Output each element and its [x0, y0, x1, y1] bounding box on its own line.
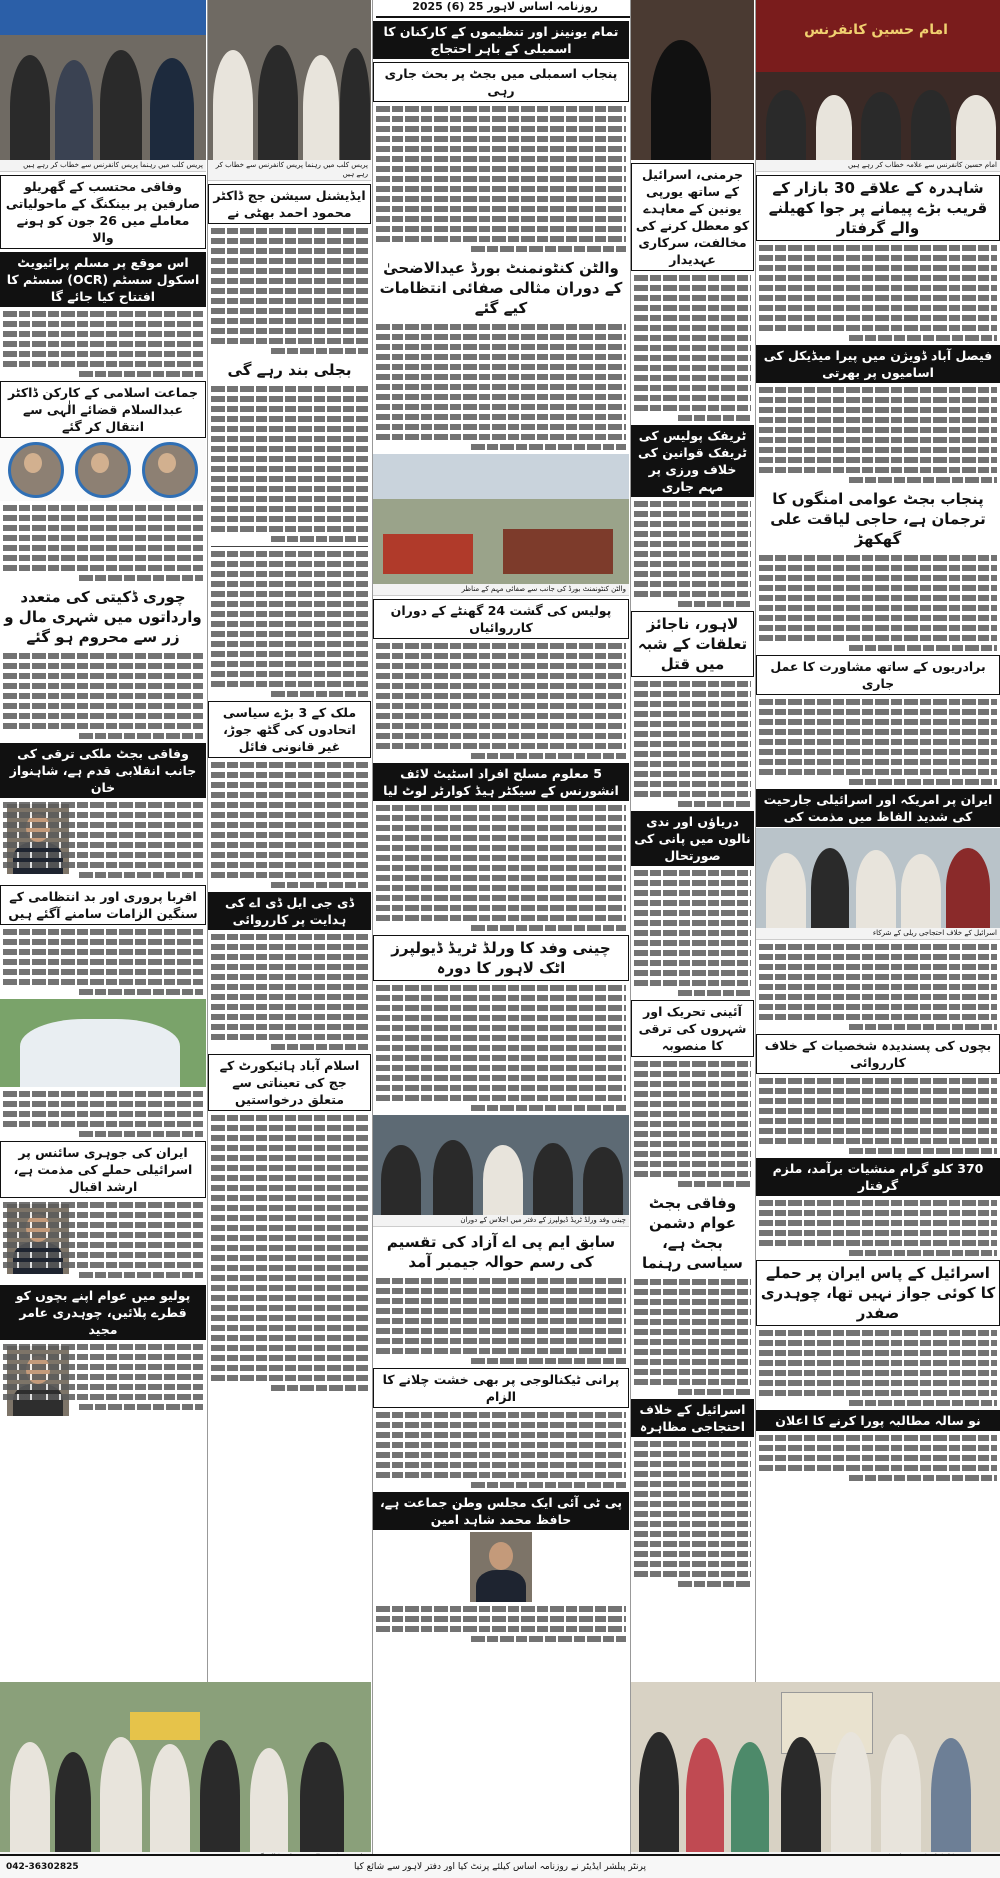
- portrait-strip: [0, 439, 206, 501]
- headline: وفاقی بجٹ ملکی ترقی کی جانب انقلابی قدم ہے، شاہنواز خان: [0, 743, 206, 798]
- article-body: [0, 1091, 206, 1137]
- headline: آئینی تحریک اور شہروں کی ترقی کا منصوبہ: [631, 1000, 754, 1057]
- polio-rally-photo: [0, 1682, 371, 1852]
- page-footer: [0, 1854, 1000, 1878]
- footer-phone: 042-36302825: [6, 1862, 79, 1872]
- article-body: [373, 324, 629, 450]
- article-body: [373, 106, 629, 252]
- building-photo: [0, 999, 206, 1087]
- headline: 370 کلو گرام منشیات برآمد، ملزم گرفتار: [756, 1158, 1000, 1196]
- article-body: [0, 505, 206, 581]
- headline: شاہدرہ کے علاقے 30 بازار کے قریب بڑے پیمانے پر جوا کھیلنے والے گرفتار: [756, 175, 1000, 241]
- article-body: [631, 501, 754, 607]
- article-body: [208, 386, 371, 542]
- article-body: [0, 311, 206, 377]
- article-body: [0, 802, 206, 882]
- headline: برادریوں کے ساتھ مشاورت کا عمل جاری: [756, 655, 1000, 695]
- photo-caption: پریس کلب میں رہنما پریس کانفرنس سے خطاب کر رہے ہیں: [0, 160, 206, 172]
- meeting-photo: [373, 1115, 629, 1215]
- headline: پنجاب اسمبلی میں بجٹ پر بحث جاری رہی: [373, 62, 629, 102]
- article-body: [373, 985, 629, 1111]
- article-body: [0, 929, 206, 995]
- article-body: [756, 1330, 1000, 1406]
- headline: بجلی بند رہے گی: [227, 361, 352, 379]
- article-body: [631, 1061, 754, 1187]
- article-body: [373, 643, 629, 759]
- article-body: [756, 555, 1000, 651]
- headline: ایران کی جوہری سائنس پر اسرائیلی حملے کی مذمت ہے، ارشد اقبال: [0, 1141, 206, 1198]
- conference-speaker-photo: [631, 0, 754, 160]
- headline: پنجاب بجٹ عوامی امنگوں کا ترجمان ہے، حاجی لیاقت علی گھکھڑ: [770, 490, 986, 548]
- headline: ایران پر امریکہ اور اسرائیلی جارحیت کی شدید الفاظ میں مذمت کی: [756, 789, 1000, 827]
- article-body: [631, 870, 754, 996]
- article-body: [756, 944, 1000, 1030]
- column-5: [0, 0, 206, 1854]
- article-body: [208, 934, 371, 1050]
- article-body: [208, 551, 371, 697]
- photo-caption: امام حسین کانفرنس سے علامہ خطاب کر رہے ہیں: [756, 160, 1000, 172]
- photo-caption: چینی وفد ورلڈ ٹریڈ ڈیولپرز کے دفتر میں اجلاس کے دوران: [373, 1215, 629, 1227]
- headline: والٹن کنٹونمنٹ بورڈ عیدالاضحیٰ کے دوران مثالی صفائی انتظامات کیے گئے: [379, 259, 623, 317]
- column-4: [208, 0, 371, 1854]
- article-body: [373, 1412, 629, 1488]
- article-body: [756, 1078, 1000, 1154]
- headline: اسرائیل کے خلاف احتجاجی مظاہرہ: [631, 1399, 754, 1437]
- headline: پولیو میں عوام اپنے بچوں کو قطرے پلائیں، چوہدری عامر مجید: [0, 1285, 206, 1340]
- article-body: [631, 1441, 754, 1587]
- article-body: [631, 275, 754, 421]
- headline: ملک کے 3 بڑے سیاسی اتحادوں کی گٹھ جوڑ، غیر قانونی فائل: [208, 701, 371, 758]
- page-dateline: روزنامہ اساس لاہور 25 (6) 2025: [376, 0, 634, 18]
- headline: پرانی ٹیکنالوجی پر بھی خشت چلانے کا الزام: [373, 1368, 629, 1408]
- headline: اسرائیل کے پاس ایران پر حملے کا کوئی جواز نہیں تھا، چوہدری صفدر: [756, 1260, 1000, 1326]
- headline: وفاقی محتسب کے گھریلو صارفین پر بینکنگ کے ماحولیاتی معاملے میں 26 جون کو ہونے والا: [0, 175, 206, 249]
- headline: اقربا پروری اور بد انتظامی کے سنگین الزامات سامنے آگئے ہیں: [0, 885, 206, 925]
- article-body: [0, 653, 206, 739]
- headline: نو سالہ مطالبہ پورا کرنے کا اعلان: [756, 1410, 1000, 1431]
- column-2: [631, 0, 754, 1854]
- article-body: [756, 1435, 1000, 1481]
- headline: لاہور، ناجائز تعلقات کے شبہ میں قتل: [631, 611, 754, 677]
- photo-caption: والٹن کنٹونمنٹ بورڈ کی جانب سے صفائی مہم کے مناظر: [373, 584, 629, 596]
- headline: جرمنی، اسرائیل کے ساتھ یورپی یونین کے معاہدے کو معطل کرنے کی مخالفت، سرکاری عہدیدار: [631, 163, 754, 271]
- photo-caption: پریس کلب میں رہنما پریس کانفرنس سے خطاب کر رہے ہیں: [208, 160, 371, 181]
- printer-imprint: پرنٹر پبلشر ایڈیٹر نے روزنامہ اساس کیلئے پرنٹ کیا اور دفتر لاہور سے شائع کیا: [354, 1862, 646, 1872]
- headline: سابق ایم پی اے آزاد کی تقسیم کی رسم حوالہ جیمبر آمد: [386, 1233, 616, 1271]
- article-body: [0, 1202, 206, 1282]
- column-1: [756, 0, 1000, 1854]
- article-body: [631, 681, 754, 807]
- protest-photo: [756, 828, 1000, 928]
- headline: 5 معلوم مسلح افراد اسٹیٹ لائف انشورنس کے سیکٹر ہیڈ کوارٹر لوٹ لیا: [373, 763, 629, 801]
- headline: ایڈیشنل سیشن جج ڈاکٹر محمود احمد بھٹی نے: [208, 184, 371, 224]
- headline: جماعت اسلامی کے کارکن ڈاکٹر عبدالسلام قضائے الٰہی سے انتقال کر گئے: [0, 381, 206, 438]
- headline: اس موقع پر مسلم پرائیویٹ اسکول سسٹم (OCR) سسٹم کا افتتاح کیا جائے گا: [0, 252, 206, 307]
- headline: اسلام آباد ہائیکورٹ کے جج کی تعیناتی سے متعلق درخواستیں: [208, 1054, 371, 1111]
- headline: فیصل آباد ڈویژن میں پیرا میڈیکل کی اسامیوں پر بھرتی: [756, 345, 1000, 383]
- portrait-photo: [75, 442, 131, 498]
- article-body: [373, 1532, 629, 1642]
- headline: پی ٹی آئی ایک مجلس وطن جماعت ہے، حافظ محمد شاہد امین: [373, 1492, 629, 1530]
- conference-photo: [756, 0, 1000, 160]
- photo-caption: اسرائیل کے خلاف احتجاجی ریلی کے شرکاء: [756, 928, 1000, 940]
- headline: دریاؤں اور ندی نالوں میں پانی کی صورتحال: [631, 811, 754, 866]
- headline: چوری ڈکیتی کی متعدد وارداتوں میں شہری مال و زر سے محروم ہو گئے: [4, 588, 202, 646]
- portrait-photo: [470, 1532, 532, 1602]
- article-body: [631, 1279, 754, 1395]
- portrait-photo: [142, 442, 198, 498]
- headline: ڈی جی ایل ڈی اے کی ہدایت پر کارروائی: [208, 892, 371, 930]
- portrait-photo: [8, 442, 64, 498]
- group-photo: [208, 0, 371, 160]
- headline: تمام یونینز اور تنظیموں کے کارکنان کا اسمبلی کے باہر احتجاج: [373, 21, 629, 59]
- conference-banner-text: امام حسین کانفرنس: [804, 22, 948, 38]
- article-body: [373, 1278, 629, 1364]
- headline: وفاقی بجٹ عوام دشمن بجٹ ہے، سیاسی رہنما: [642, 1194, 743, 1272]
- article-body: [756, 1200, 1000, 1256]
- headline: پولیس کی گشت 24 گھنٹے کے دوران کارروائیاں: [373, 599, 629, 639]
- cleanliness-photo: [373, 454, 629, 584]
- article-body: [756, 699, 1000, 785]
- article-body: [373, 805, 629, 931]
- article-body: [208, 762, 371, 888]
- article-body: [756, 245, 1000, 341]
- headline: بچوں کی پسندیدہ شخصیات کے خلاف کارروائی: [756, 1034, 1000, 1074]
- article-body: [756, 387, 1000, 483]
- article-body: [208, 1115, 371, 1391]
- article-body: [208, 228, 371, 354]
- headline: ٹریفک پولیس کی ٹریفک قوانین کی خلاف ورزی پر مہم جاری: [631, 425, 754, 497]
- article-body: [0, 1344, 206, 1418]
- press-conference-photo: [0, 0, 206, 160]
- headline: چینی وفد کا ورلڈ ٹریڈ ڈیولپرز اٹک لاہور کا دورہ: [373, 935, 629, 981]
- column-3: [373, 18, 629, 1854]
